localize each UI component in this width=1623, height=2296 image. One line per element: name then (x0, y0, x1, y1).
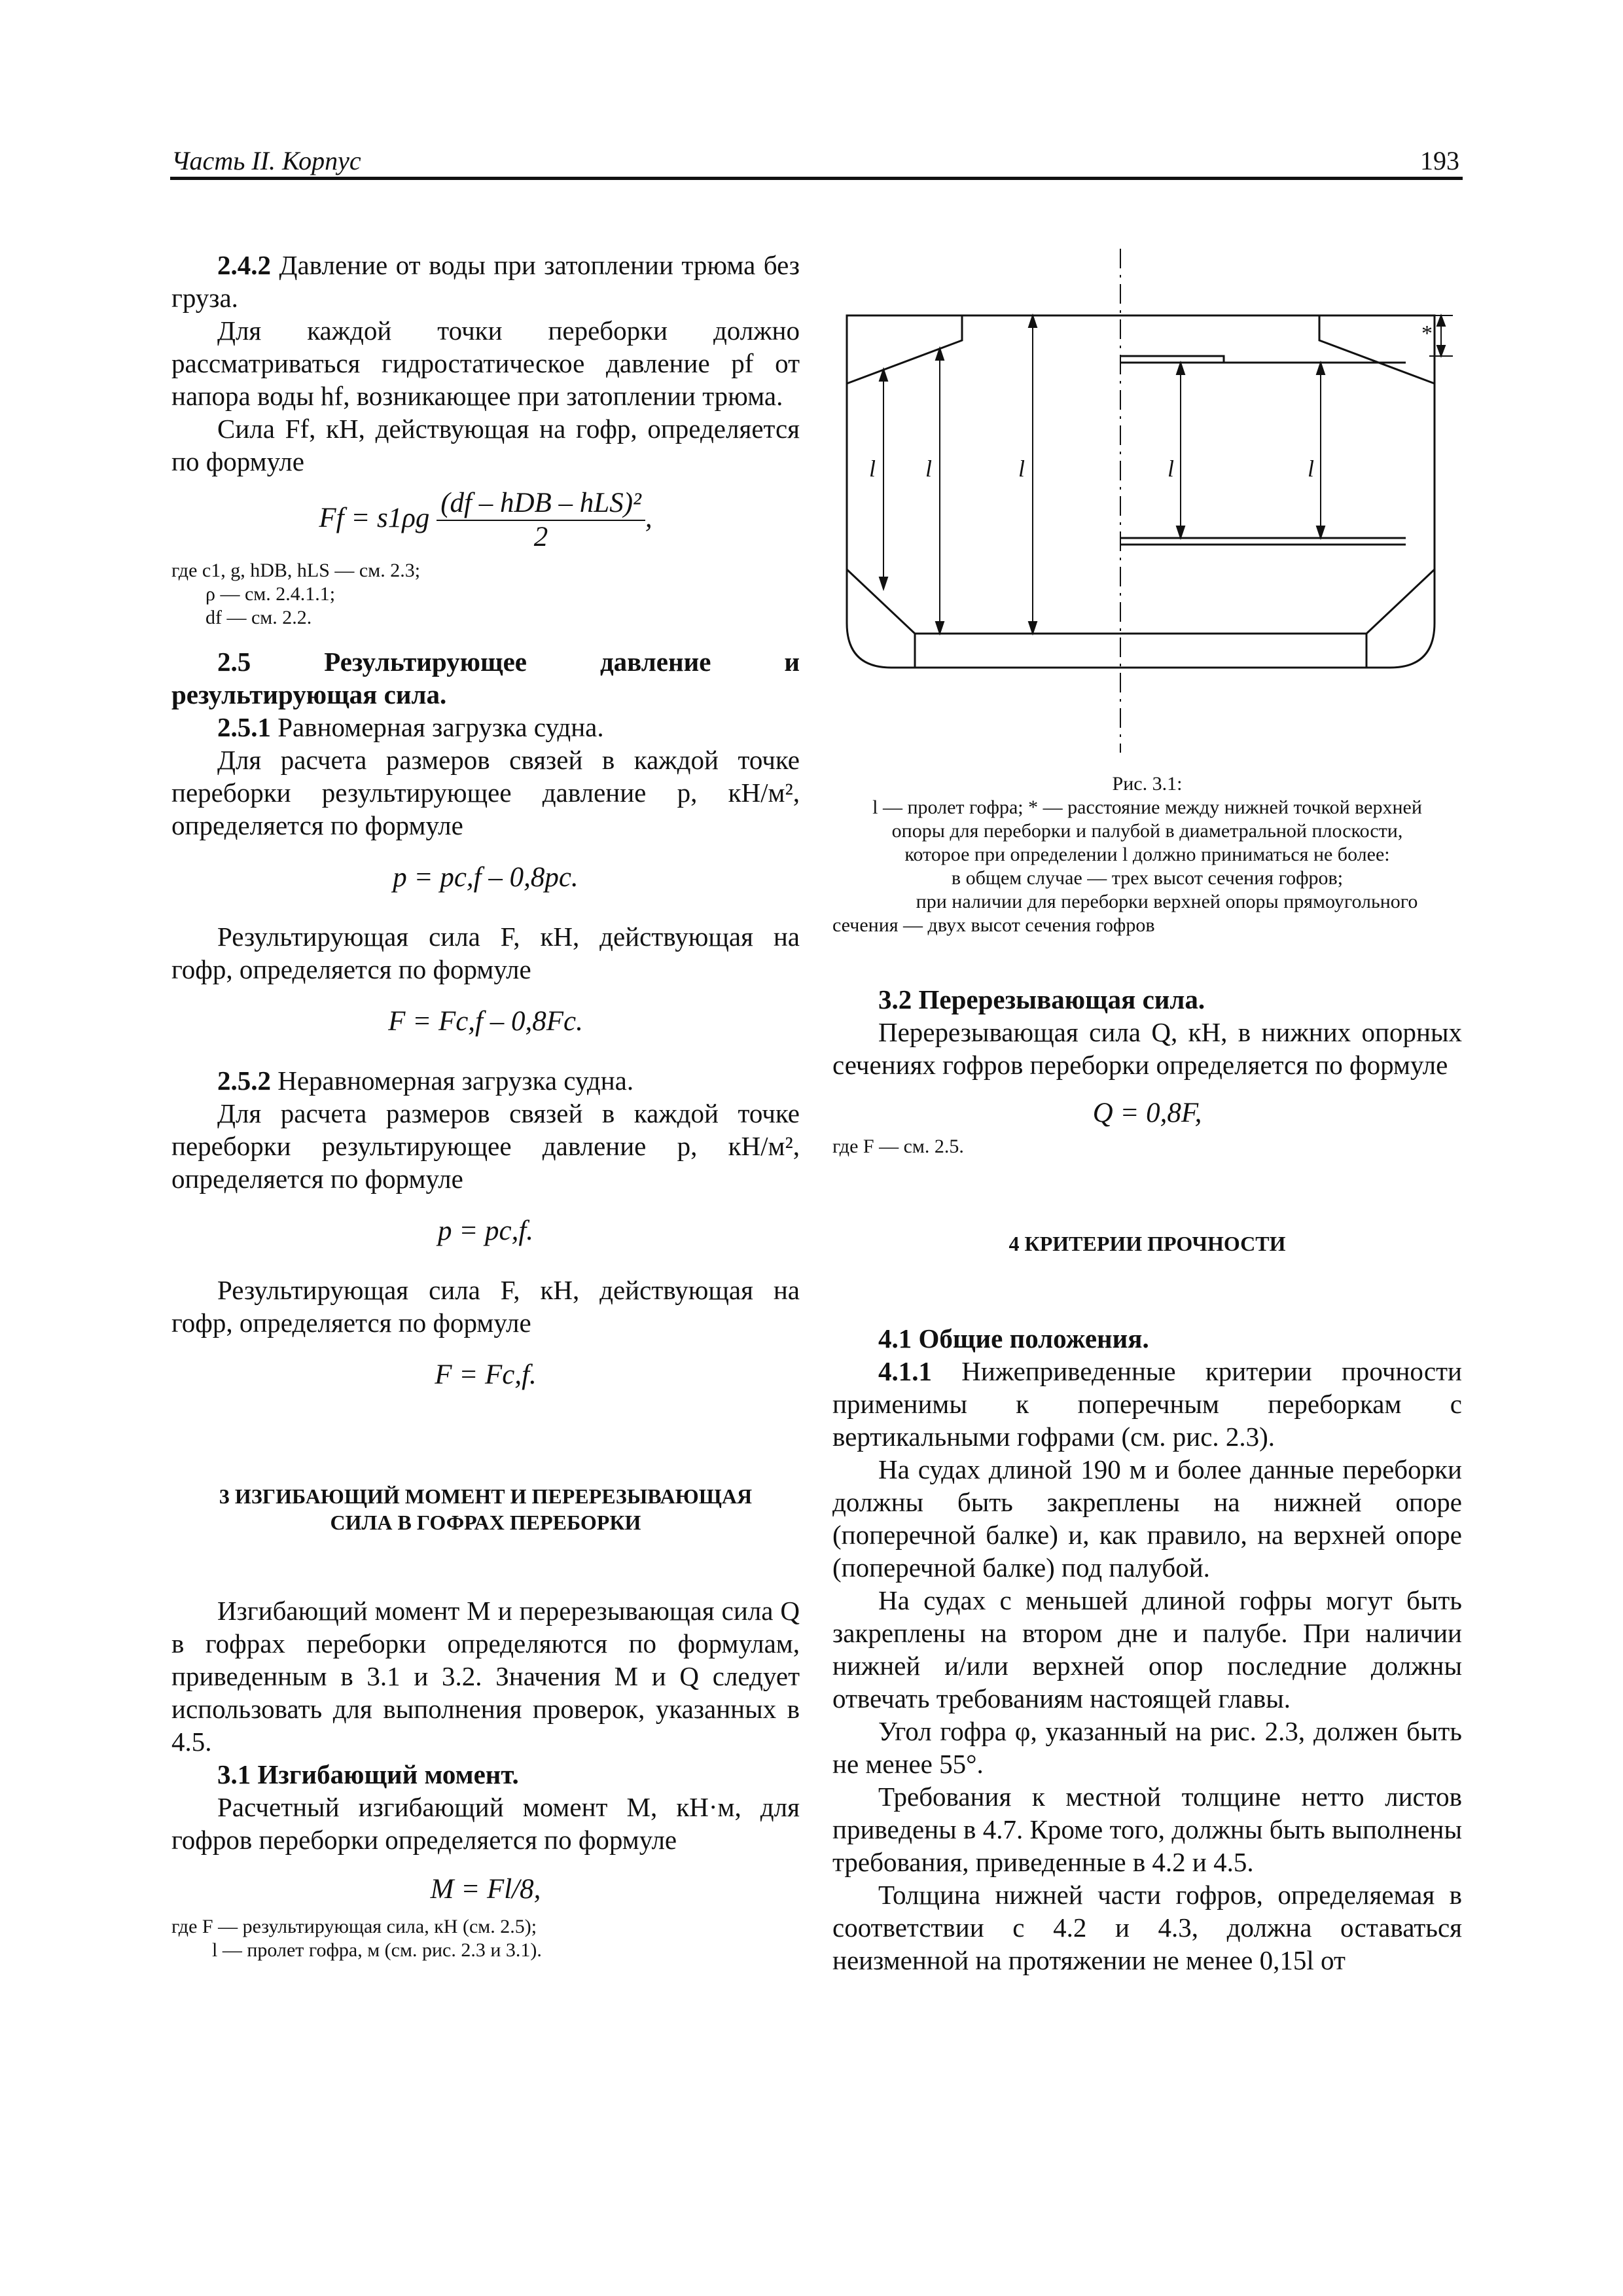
formula-f-nonuniform: F = Fc,f. (435, 1359, 537, 1390)
section-2-5-1 (171, 711, 800, 744)
formula-f-uniform: F = Fc,f – 0,8Fc. (388, 1006, 583, 1037)
paragraph: Для расчета размеров связей в каждой точке переборки результирующее давление p, кН/м², определяется по формуле (171, 1098, 800, 1194)
where-item: где F — результирующая сила, кН (см. 2.5); (171, 1916, 537, 1937)
fraction-numerator: (df – hDB – hLS)² (437, 487, 645, 521)
figure-caption-title: Рис. 3.1: (1112, 773, 1183, 795)
paragraph: Сила Ff, кН, действующая на гофр, определяется по формуле (171, 414, 800, 476)
paragraph: Результирующая сила F, кН, действующая на гофр, определяется по формуле (171, 1275, 800, 1338)
section-2-5-2 (171, 1064, 800, 1097)
formula-m: M = Fl/8, (430, 1874, 541, 1905)
paragraph: Угол гофра φ, указанный на рис. 2.3, должен быть не менее 55°. (832, 1716, 1462, 1779)
where-list (171, 559, 800, 630)
paragraph: На судах с меньшей длиной гофры могут быть закреплены на втором дне и палубе. При наличии нижней и/или верхней опор последние должны отвечать требованиям настоящей главы. (832, 1585, 1462, 1713)
right-column (832, 249, 1462, 1977)
chapter-3-heading: 3 ИЗГИБАЮЩИЙ МОМЕНТ И ПЕРЕРЕЗЫВАЮЩАЯ СИЛА В ГОФРАХ ПЕРЕБОРКИ (219, 1484, 753, 1534)
formula-ff (171, 487, 800, 554)
header-rule (170, 177, 1463, 180)
formula-lhs: Ff = s1ρg (319, 502, 430, 533)
paragraph: Перерезывающая сила Q, кН, в нижних опорных сечениях гофров переборки определяется по формуле (832, 1017, 1462, 1080)
chapter-4-heading: 4 КРИТЕРИИ ПРОЧНОСТИ (1008, 1232, 1286, 1255)
section-4-1-1 (832, 1355, 1462, 1453)
caption-line: в общем случае — трех высот сечения гофров; (951, 867, 1344, 889)
section-4-1: 4.1 Общие положения. (878, 1323, 1149, 1354)
span-label: l (1018, 456, 1026, 482)
where-list (171, 1915, 800, 1962)
section-3-1: 3.1 Изгибающий момент. (217, 1759, 519, 1789)
span-label: l (1308, 456, 1315, 482)
where-item: l — пролет гофра, м (см. рис. 2.3 и 3.1). (212, 1939, 542, 1961)
paragraph: На судах длиной 190 м и более данные переборки должны быть закреплены на нижней опоре (поперечной балке) и, как правило, на верхней опоре (поперечной балке) под палубой. (832, 1454, 1462, 1583)
caption-line: сечения — двух высот сечения гофров (832, 914, 1155, 936)
span-labels (869, 456, 1314, 482)
section-number: 2.4.2 (217, 250, 271, 280)
span-label: l (1168, 456, 1175, 482)
fraction-denominator: 2 (533, 522, 548, 552)
running-title: Часть II. Корпус (171, 146, 361, 175)
caption-line: которое при определении l должно приниматься не более: (904, 844, 1390, 865)
paragraph: Изгибающий момент M и перерезывающая сила Q в гофрах переборки определяются по формулам, приведенным в 3.1 и 3.2. Значения M и Q следует использовать для выполнения проверок, указанных в 4.5. (171, 1596, 800, 1757)
left-column (171, 249, 800, 1969)
formula-p-nonuniform: p = pc,f. (437, 1215, 534, 1246)
caption-line: при наличии для переборки верхней опоры прямоугольного (916, 891, 1418, 912)
formula-tail: , (645, 502, 652, 533)
top-wing-tank-left (847, 315, 962, 384)
bottom-hopper-left (847, 569, 915, 668)
where-item: df — см. 2.2. (205, 607, 312, 628)
page-number: 193 (1420, 146, 1459, 175)
paragraph: Результирующая сила F, кН, действующая на гофр, определяется по формуле (171, 922, 800, 984)
section-number: 2.5.2 (217, 1066, 271, 1096)
paragraph: Расчетный изгибающий момент M, кН·м, для гофров переборки определяется по формуле (171, 1792, 800, 1855)
span-label: l (869, 456, 876, 482)
paragraph: Для каждой точки переборки должно рассматриваться гидростатическое давление pf от напора воды hf, возникающее при затоплении трюма. (171, 315, 800, 411)
formula-q: Q = 0,8F, (1092, 1098, 1202, 1128)
paragraph: Толщина нижней части гофров, определяемая в соответствии с 4.2 и 4.3, должна оставаться неизменной на протяжении не менее 0,15l от (832, 1880, 1462, 1975)
caption-line: l — пролет гофра; * — расстояние между нижней точкой верхней (872, 797, 1422, 818)
section-2-4-2 (171, 249, 800, 314)
section-title: Равномерная загрузка судна. (271, 712, 604, 742)
paragraph-text: Нижеприведенные критерии прочности применимы к поперечным переборкам с вертикальными гофрами (см. рис. 2.3). (832, 1356, 1462, 1452)
where-item: где c1, g, hDB, hLS — см. 2.3; (171, 560, 421, 581)
section-number: 4.1.1 (878, 1356, 932, 1386)
top-wing-tank-right (1319, 315, 1435, 384)
where-list: где F — см. 2.5. (832, 1136, 964, 1157)
formula-p-uniform: p = pc,f – 0,8pc. (393, 862, 579, 893)
hull-outline (847, 315, 1435, 668)
paragraph: Для расчета размеров связей в каждой точке переборки результирующее давление p, кН/м², определяется по формуле (171, 745, 800, 840)
section-3-2: 3.2 Перерезывающая сила. (878, 984, 1205, 1014)
section-title: Давление от воды при затоплении трюма без груза. (171, 250, 800, 313)
bottom-hopper-right (1366, 569, 1435, 668)
figure-caption (832, 796, 1462, 937)
figure-3-1 (832, 249, 1462, 753)
where-item: ρ — см. 2.4.1.1; (205, 583, 336, 605)
caption-line: опоры для переборки и палубой в диаметральной плоскости, (891, 820, 1403, 842)
paragraph: Требования к местной толщине нетто листов приведены в 4.7. Кроме того, должны быть выполнены требования, приведенные в 4.2 и 4.5. (832, 1782, 1462, 1877)
span-label: l (925, 456, 933, 482)
section-title: Неравномерная загрузка судна. (271, 1066, 634, 1096)
section-2-5: 2.5 Результирующее давление и результирующая сила. (171, 647, 800, 709)
formula-fraction (437, 487, 645, 554)
star-label: * (1421, 321, 1433, 346)
section-number: 2.5.1 (217, 712, 271, 742)
